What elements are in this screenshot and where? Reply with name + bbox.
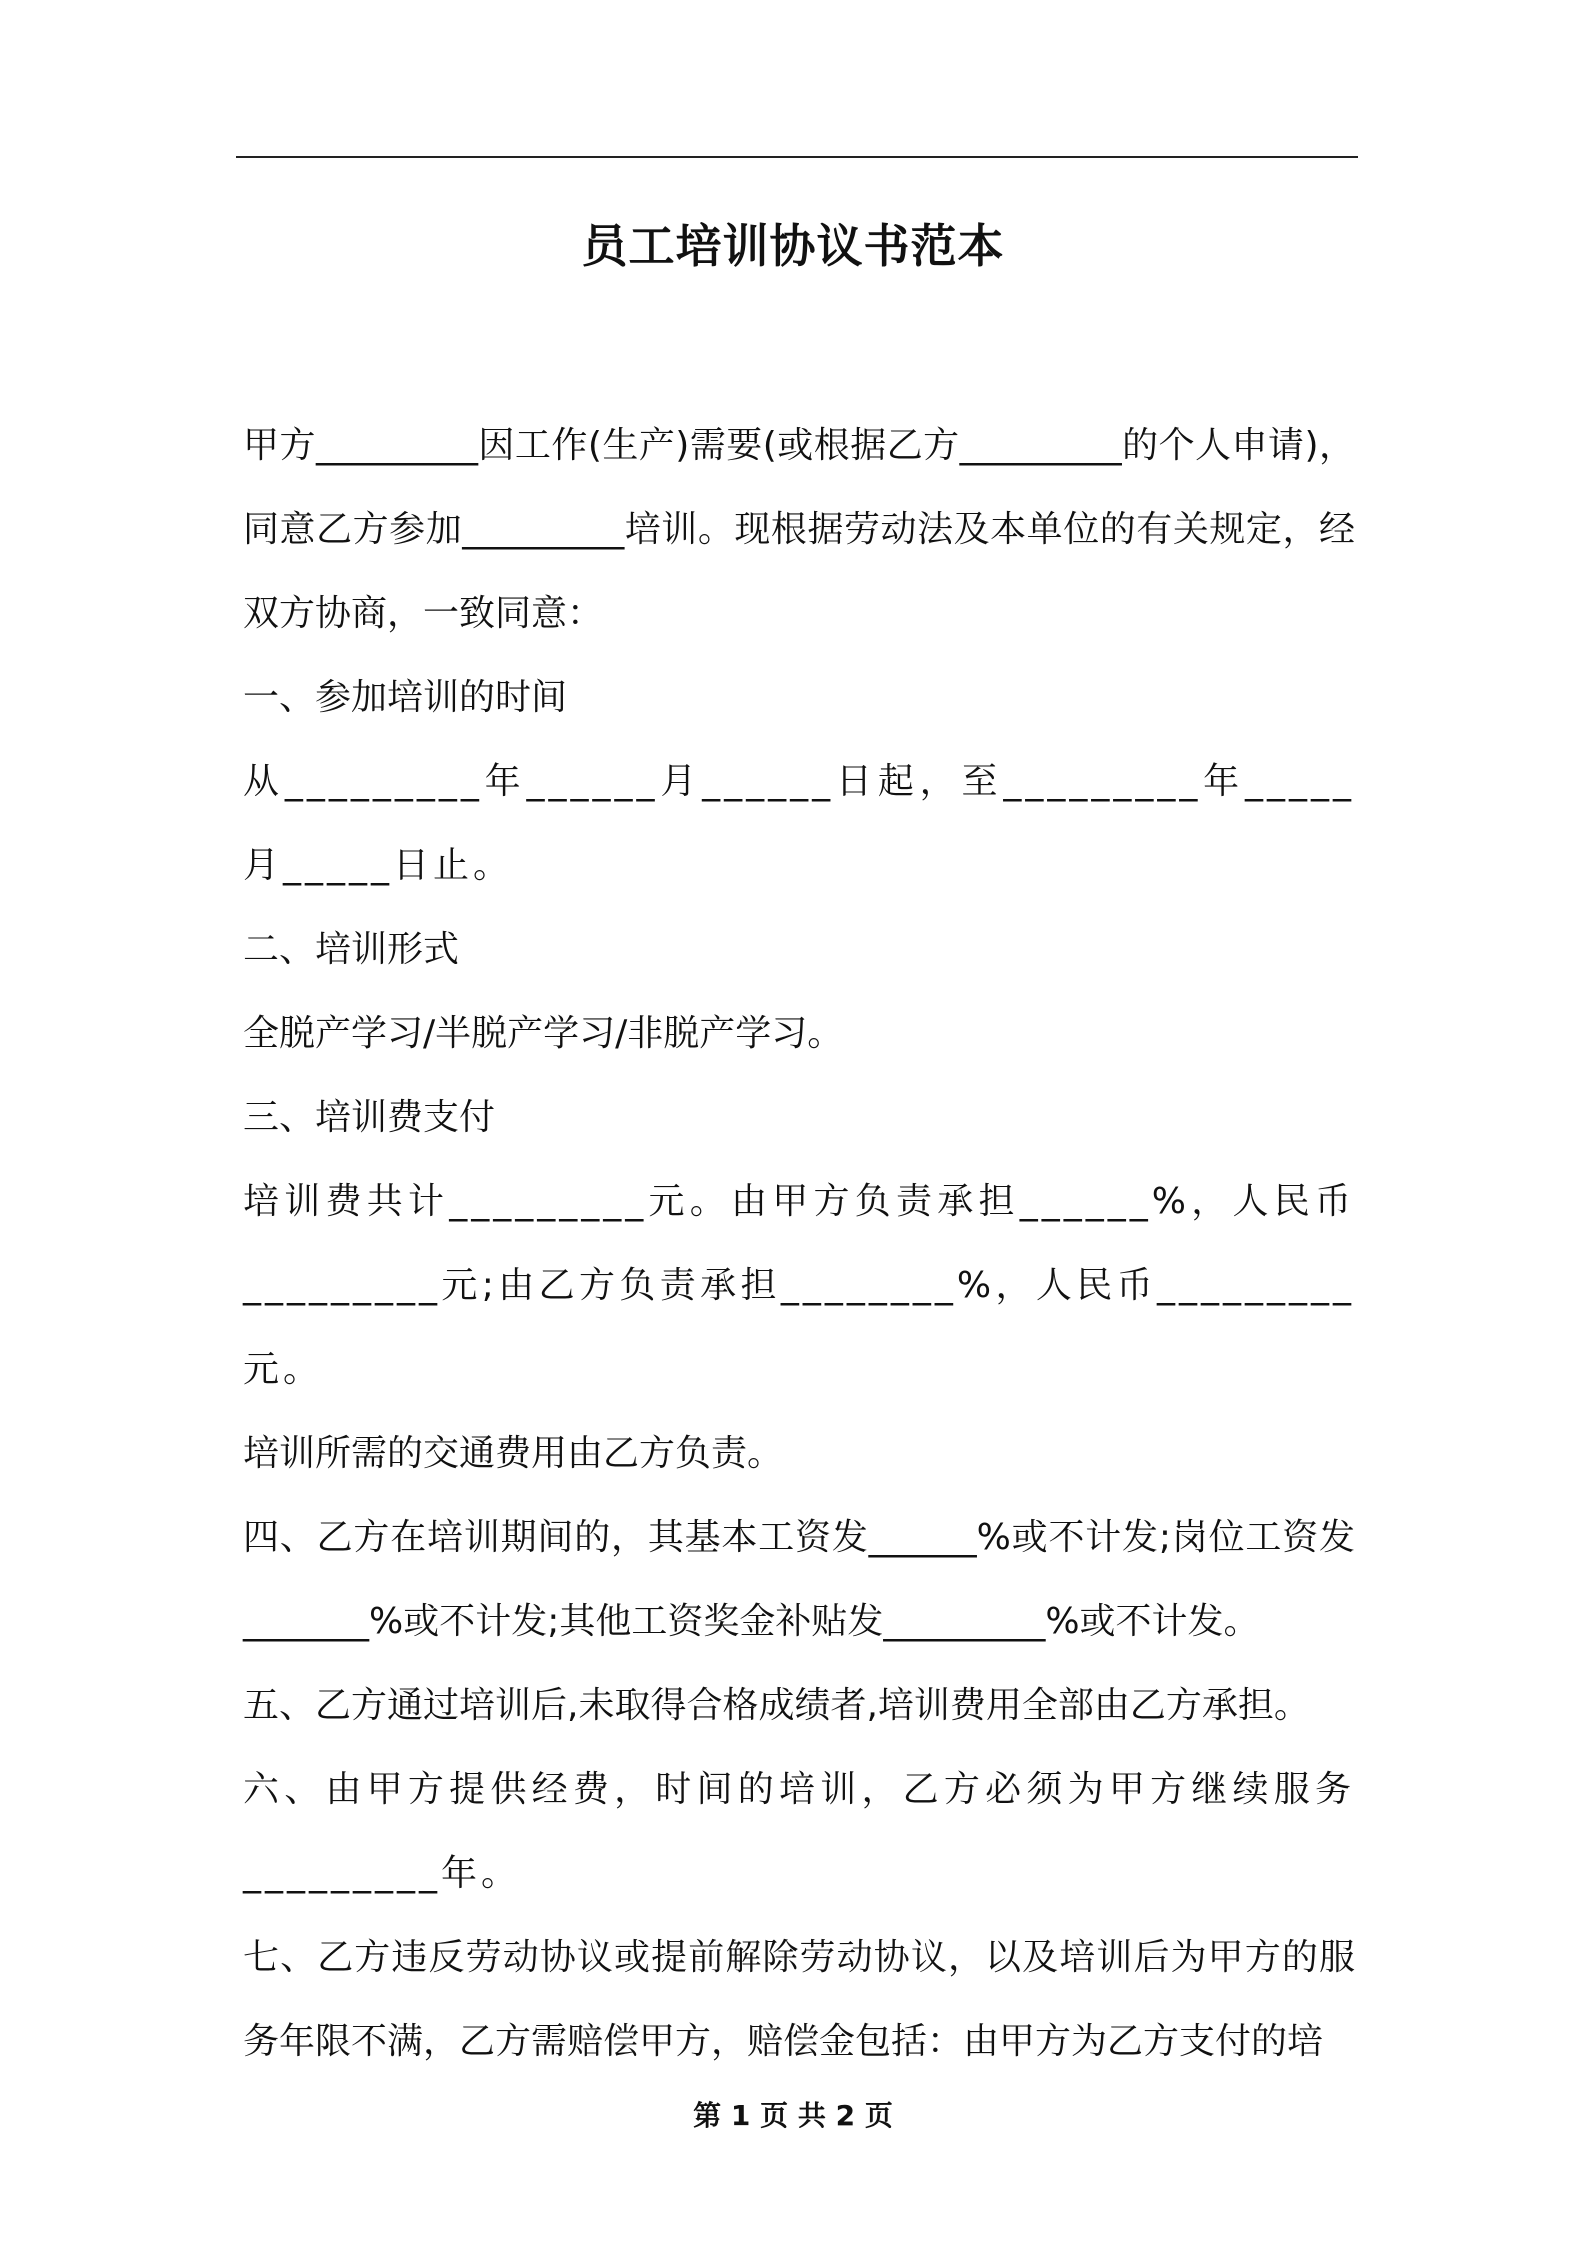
document-body bbox=[243, 404, 1355, 2084]
header-rule bbox=[236, 156, 1358, 158]
section-5-paragraph: 五、乙方通过培训后,未取得合格成绩者,培训费用全部由乙方承担。 bbox=[243, 1685, 1310, 1726]
section-2-heading: 二、培训形式 bbox=[243, 929, 460, 970]
section-7-paragraph: 七、乙方违反劳动协议或提前解除劳动协议，以及培训后为甲方的服务年限不满，乙方需赔偿甲方，赔偿金包括：由甲方为乙方支付的培 bbox=[243, 1937, 1355, 2062]
training-fee-paragraph: 培训费共计_________元。由甲方负责承担______%，人民币_________元;由乙方负责承担________%，人民币_________元。 bbox=[243, 1181, 1355, 1390]
training-period-paragraph: 从_________年______月______日起，至_________年_____月_____日止。 bbox=[243, 761, 1355, 886]
section-1-heading: 一、参加培训的时间 bbox=[243, 677, 568, 718]
section-3-heading: 三、培训费支付 bbox=[243, 1097, 496, 1138]
intro-paragraph: 甲方_________因工作(生产)需要(或根据乙方_________的个人申请)，同意乙方参加_________培训。现根据劳动法及本单位的有关规定，经双方协商，一致同意： bbox=[243, 425, 1355, 634]
section-6-paragraph: 六、由甲方提供经费，时间的培训，乙方必须为甲方继续服务_________年。 bbox=[243, 1769, 1355, 1894]
section-4-paragraph: 四、乙方在培训期间的，其基本工资发______%或不计发;岗位工资发_______%或不计发;其他工资奖金补贴发_________%或不计发。 bbox=[243, 1517, 1355, 1642]
transport-fee-paragraph: 培训所需的交通费用由乙方负责。 bbox=[243, 1433, 784, 1474]
page-number-footer: 第 1 页 共 2 页 bbox=[693, 2099, 893, 2132]
document-title: 员工培训协议书范本 bbox=[581, 219, 1005, 273]
training-form-paragraph: 全脱产学习/半脱产学习/非脱产学习。 bbox=[243, 1013, 844, 1054]
